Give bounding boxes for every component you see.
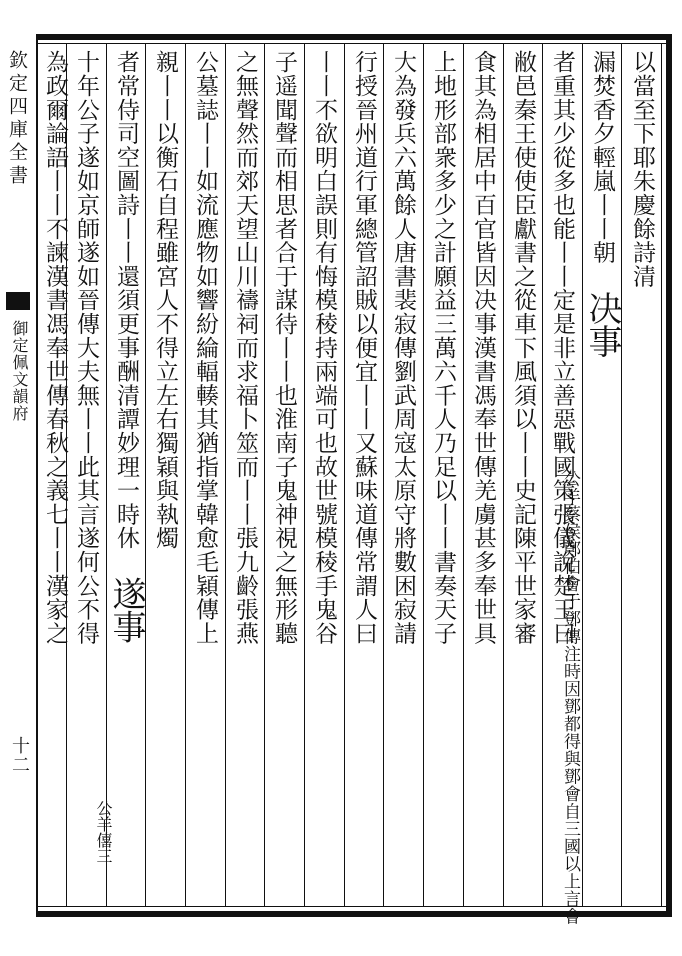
heading-suishi: 遂事 [106,576,146,643]
section-title: 御定佩文韻府 [10,320,29,422]
text-column-15: 十年公子遂如京師遂如晉傳大夫無丨丨此其言遂何公不得 [73,50,99,645]
left-border [36,34,38,917]
right-inner-border [661,44,662,906]
right-border [666,34,672,917]
heading-jueshi-note: 公羊蔡侯鄭伯會于鄧傳注時因鄧都得與鄧會自三國以上言會 [560,470,580,925]
column-divider [621,44,622,906]
book-title: 欽定四庫全書 [6,50,28,188]
column-divider [264,44,265,906]
text-column-4: 敝邑秦王使使臣獻書之從車下風須以丨丨史記陳平世家審 [510,50,536,645]
text-column-6: 上地形部衆多少之計願益三萬六千人乃足以丨丨書奏天子 [430,50,456,645]
text-column-10: 子遥聞聲而相思者合于謀待丨丨也淮南子鬼神視之無形聽 [271,50,297,645]
column-divider [503,44,504,906]
column-divider [304,44,305,906]
text-column-5: 食其為相居中百官皆因决事漢書馮奉世傳羌虜甚多奉世具 [470,50,496,645]
column-divider [145,44,146,906]
heading-suishi-note: 公羊僖三 [94,800,113,864]
text-column-11: 之無聲然而郊天望山川禱祠而求福卜筮而丨丨張九齡張燕 [232,50,258,645]
column-divider [106,44,107,906]
text-column-last: 為政爾論語丨丨不諫漢書馮奉世傳春秋之義七丨丨漢家之 [42,50,68,645]
column-divider [582,44,583,906]
column-divider [185,44,186,906]
page-number: 十二 [9,736,30,774]
top-border [36,34,672,40]
text-column-12: 公墓誌丨丨如流應物如響紛綸輻輳其猶指掌韓愈毛穎傳上 [192,50,218,645]
column-divider [423,44,424,906]
fish-tail-mark [6,292,30,310]
top-inner-border [36,43,672,44]
text-column-1: 以當至下耶朱慶餘詩清 [629,50,655,288]
column-divider [344,44,345,906]
column-divider [542,44,543,906]
column-divider [383,44,384,906]
column-divider [225,44,226,906]
column-2-text: 漏焚香夕輕嵐丨丨朝 [589,50,615,265]
text-column-14 [106,50,146,643]
text-column-8: 行授晉州道行軍總管詔賊以便宜丨丨又蘇味道傳常謂人曰 [351,50,377,645]
heading-jueshi: 决事 [582,291,622,358]
text-column-9: 丨丨不欲明白誤則有悔模稜持兩端可也故世號模稜手鬼谷 [311,50,337,645]
text-column-7: 大為發兵六萬餘人唐書裴寂傳劉武周寇太原守將數困寂請 [390,50,416,645]
column-3-text: 者重其少從多也能丨丨定是非立善惡戰國策張儀說楚王曰 [549,50,575,645]
column-divider [463,44,464,906]
column-14-text: 者常侍司空圖詩丨丨還須更事酬清譚妙理一時休 [113,50,139,550]
text-column-2 [582,50,622,358]
text-column-13: 親丨丨以衡石自程雖宮人不得立左右獨穎與執燭 [152,50,178,550]
